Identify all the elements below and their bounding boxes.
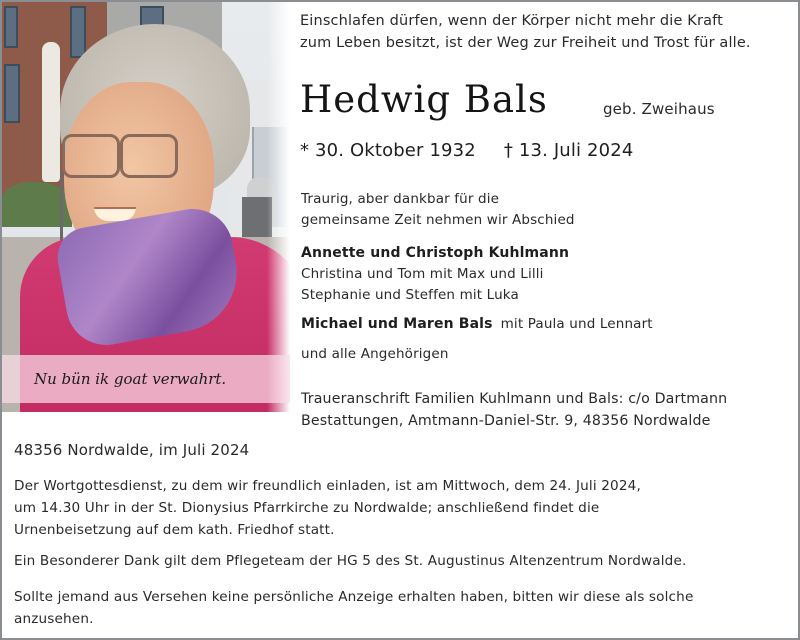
relatives-text: und alle Angehörigen: [301, 346, 449, 362]
photo-glasses-right: [120, 134, 178, 178]
photo-caption: Nu bün ik goat verwahrt.: [34, 370, 227, 388]
address-line: Traueranschrift Familien Kuhlmann und Bals: c/o Dartmann: [301, 391, 728, 407]
family-member-line: Stephanie und Steffen mit Luka: [301, 287, 519, 303]
service-line: um 14.30 Uhr in der St. Dionysius Pfarrkirche zu Nordwalde; anschließend findet die: [14, 500, 600, 516]
photo-chair: [242, 197, 272, 237]
notice-line: Sollte jemand aus Versehen keine persönliche Anzeige erhalten haben, bitten wir diese als solche: [14, 589, 694, 605]
portrait-photo: [2, 2, 290, 412]
quote-line: zum Leben besitzt, ist der Weg zur Freiheit und Trost für alle.: [300, 35, 751, 51]
mourning-text: [301, 189, 575, 231]
mourning-line: gemeinsame Zeit nehmen wir Abschied: [301, 212, 575, 228]
thanks-text: Ein Besonderer Dank gilt dem Pflegeteam der HG 5 des St. Augustinus Altenzentrum Nordwalde.: [14, 553, 687, 569]
family-member-line: mit Paula und Lennart: [500, 316, 653, 332]
photo-umbrella: [42, 42, 60, 182]
photo-window: [70, 6, 86, 58]
family-head: Annette und Christoph Kuhlmann: [301, 245, 570, 261]
service-line: Urnenbeisetzung auf dem kath. Friedhof statt.: [14, 522, 335, 538]
mourning-address: [301, 388, 727, 432]
deceased-name: Hedwig Bals: [300, 78, 548, 121]
place-date: 48356 Nordwalde, im Juli 2024: [14, 441, 250, 459]
photo-window: [4, 64, 20, 123]
photo-umbrella-pole: [60, 172, 63, 247]
quote-line: Einschlafen dürfen, wenn der Körper nicht mehr die Kraft: [300, 13, 723, 29]
service-line: Der Wortgottesdienst, zu dem wir freundlich einladen, ist am Mittwoch, dem 24. Juli 2024,: [14, 478, 641, 494]
photo-window: [4, 6, 18, 48]
family-head: Michael und Maren Bals: [301, 316, 493, 332]
maiden-name: geb. Zweihaus: [603, 100, 715, 118]
service-info: [14, 475, 641, 541]
mourning-line: Traurig, aber dankbar für die: [301, 191, 500, 207]
notice-text: [14, 586, 693, 630]
life-dates: [300, 140, 633, 161]
family-member-line: Christina und Tom mit Max und Lilli: [301, 266, 544, 282]
notice-line: anzusehen.: [14, 611, 94, 627]
address-line: Bestattungen, Amtmann-Daniel-Str. 9, 48356 Nordwalde: [301, 413, 711, 429]
family-group: [301, 243, 569, 306]
photo-glasses-left: [62, 134, 120, 178]
birth-date: * 30. Oktober 1932: [300, 140, 476, 161]
family-group: [301, 316, 653, 332]
death-date: † 13. Juli 2024: [503, 140, 634, 161]
quote: [300, 10, 751, 54]
